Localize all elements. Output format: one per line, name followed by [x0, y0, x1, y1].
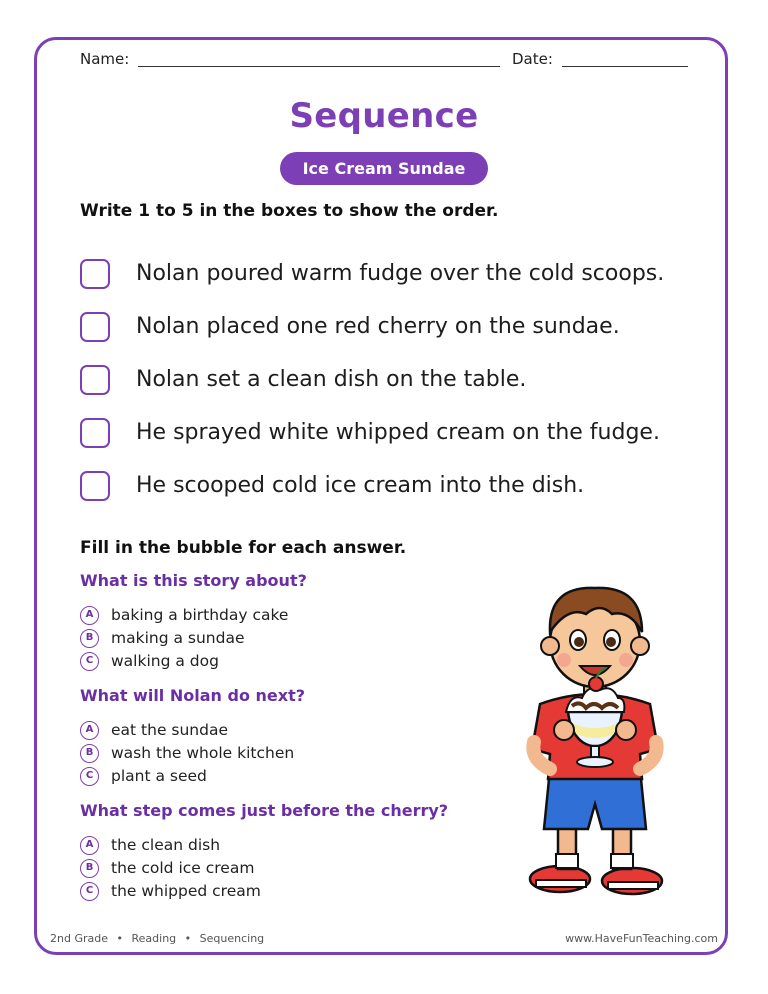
date-field-line[interactable] [562, 66, 688, 67]
answer-bubble[interactable]: B [80, 859, 99, 878]
step-text: He sprayed white whipped cream on the fudge. [136, 420, 660, 445]
answer-text: baking a birthday cake [111, 606, 289, 624]
answer-bubble[interactable]: B [80, 744, 99, 763]
answer-text: making a sundae [111, 629, 245, 647]
answer-bubble[interactable]: B [80, 629, 99, 648]
step-text: Nolan set a clean dish on the table. [136, 367, 527, 392]
footer-grade: 2nd Grade [50, 932, 108, 945]
answer-bubble[interactable]: C [80, 767, 99, 786]
name-label: Name: [80, 50, 130, 68]
answer-bubble[interactable]: A [80, 721, 99, 740]
footer-subject: Reading [131, 932, 177, 945]
question-2: What will Nolan do next? [80, 686, 305, 705]
answer-text: eat the sundae [111, 721, 228, 739]
footer-tags [50, 932, 264, 945]
answer-text: the cold ice cream [111, 859, 255, 877]
footer-website[interactable]: www.HaveFunTeaching.com [565, 932, 718, 945]
date-label: Date: [512, 50, 553, 68]
footer-topic: Sequencing [199, 932, 265, 945]
answer-bubble[interactable]: C [80, 652, 99, 671]
order-box[interactable] [80, 259, 110, 289]
name-field-line[interactable] [138, 66, 500, 67]
answer-text: wash the whole kitchen [111, 744, 295, 762]
footer-separator: • [116, 932, 123, 945]
order-box[interactable] [80, 471, 110, 501]
step-text: Nolan poured warm fudge over the cold scoops. [136, 261, 665, 286]
boy-holding-sundae-illustration [520, 574, 670, 904]
answer-bubble[interactable]: C [80, 882, 99, 901]
subtitle-badge: Ice Cream Sundae [280, 152, 488, 185]
order-box[interactable] [80, 312, 110, 342]
answer-text: plant a seed [111, 767, 207, 785]
answer-bubble[interactable]: A [80, 606, 99, 625]
step-text: He scooped cold ice cream into the dish. [136, 473, 585, 498]
answer-bubble[interactable]: A [80, 836, 99, 855]
answer-text: the whipped cream [111, 882, 261, 900]
answer-text: the clean dish [111, 836, 221, 854]
ordering-instructions: Write 1 to 5 in the boxes to show the order. [80, 201, 499, 221]
answer-text: walking a dog [111, 652, 219, 670]
bubble-instructions: Fill in the bubble for each answer. [80, 538, 407, 558]
step-text: Nolan placed one red cherry on the sundae. [136, 314, 620, 339]
question-3: What step comes just before the cherry? [80, 801, 449, 820]
page-title: Sequence [289, 96, 479, 136]
footer-separator: • [184, 932, 192, 945]
question-1: What is this story about? [80, 571, 307, 590]
order-box[interactable] [80, 365, 110, 395]
order-box[interactable] [80, 418, 110, 448]
